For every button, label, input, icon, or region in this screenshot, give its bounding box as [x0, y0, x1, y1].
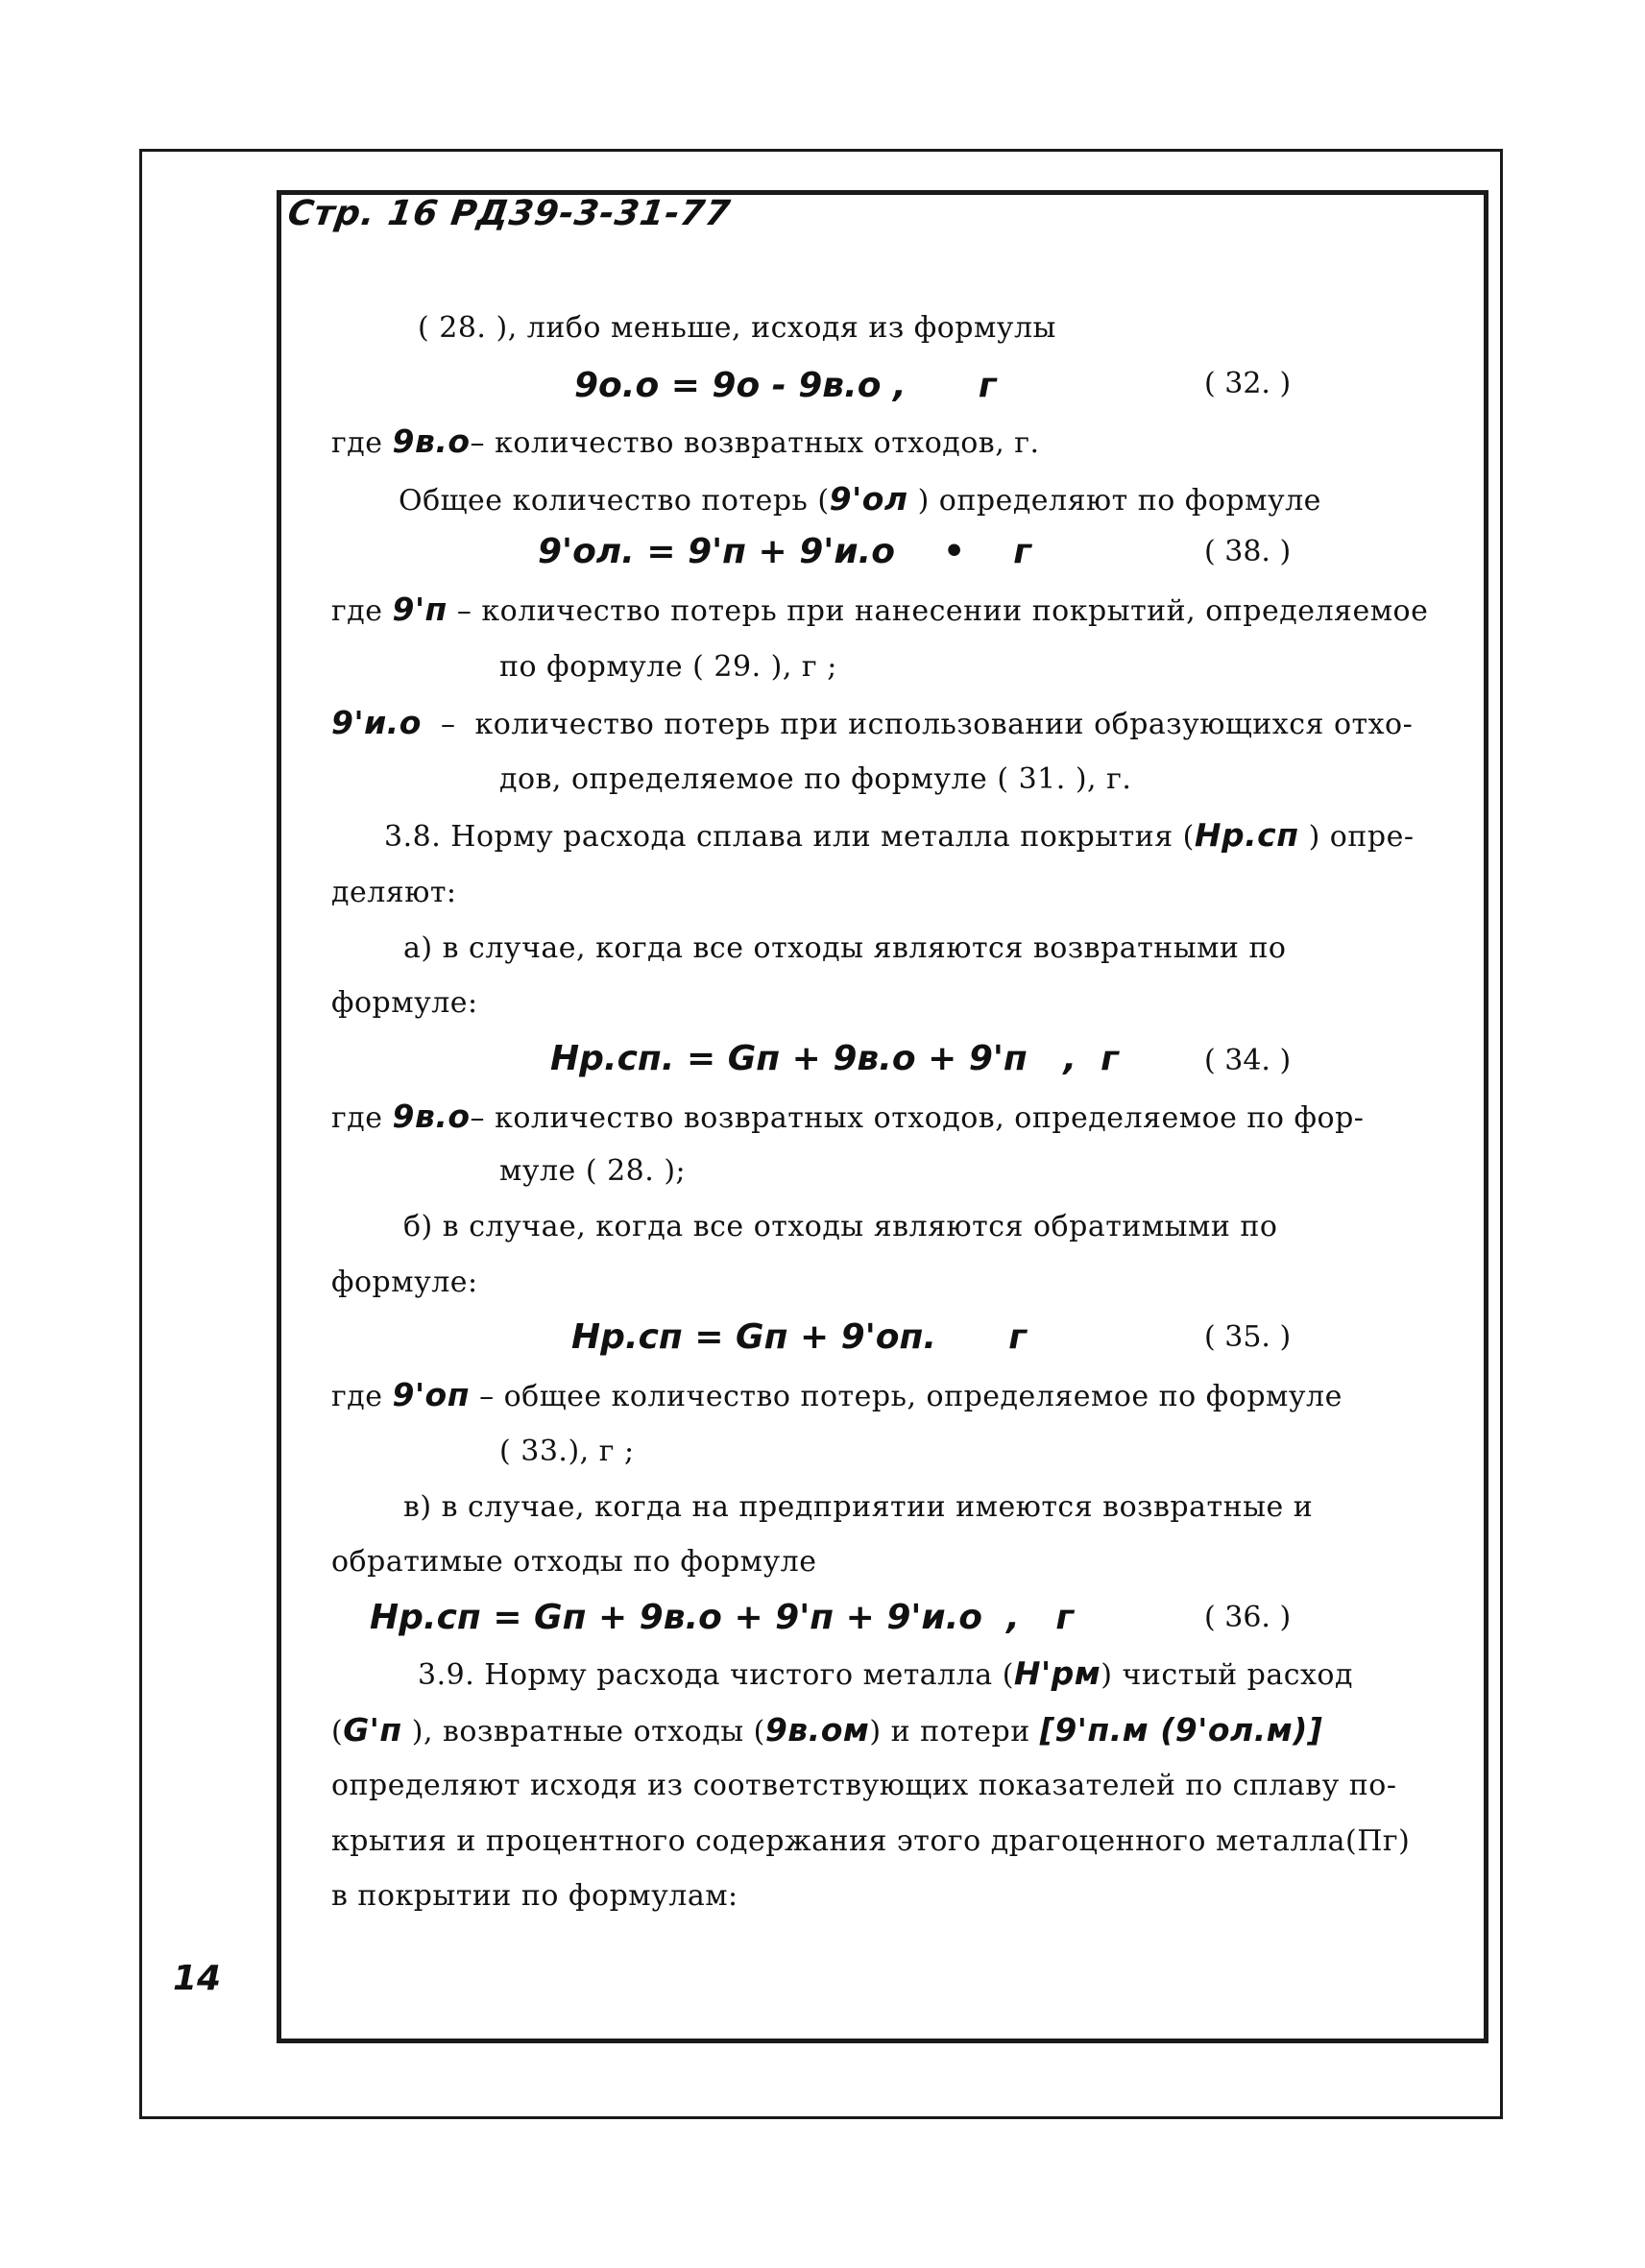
symbol-inline: 9'и.о — [331, 704, 422, 741]
equation-number: ( 36. ) — [1204, 1601, 1292, 1634]
text-line: Общее количество потерь (9'ол ) определяют по формуле — [399, 480, 1321, 518]
text-line: где 9'оп – общее количество потерь, определяемое по формуле — [331, 1376, 1343, 1413]
equation-number: ( 34. ) — [1204, 1044, 1292, 1077]
symbol-inline: 9'оп — [392, 1376, 471, 1413]
text-line: ( 28. ), либо меньше, исходя из формулы — [418, 311, 1056, 345]
text-line: по формуле ( 29. ), г ; — [499, 650, 837, 684]
formula-32: 9o.o = 9o - 9в.o , г — [574, 366, 997, 405]
text-line: 9'и.о – количество потерь при использовании образующихся отхо- — [331, 704, 1414, 741]
symbol-inline: G'п — [343, 1711, 402, 1749]
case-b: б) в случае, когда все отходы являются обратимыми по — [403, 1210, 1278, 1243]
text-line: деляют: — [331, 876, 457, 909]
text-line: крытия и процентного содержания этого драгоценного металла(Пг) — [331, 1824, 1411, 1858]
formula-38: 9'ол. = 9'п + 9'и.о • г — [538, 532, 1032, 571]
symbol-inline: 9'п — [392, 591, 448, 628]
case-v: в) в случае, когда на предприятии имеются возвратные и — [403, 1490, 1314, 1524]
symbol-inline: 9в.о — [392, 1098, 471, 1135]
page-number-mark: 14 — [173, 1959, 222, 1998]
equation-number: ( 38. ) — [1204, 535, 1292, 568]
text-line: муле ( 28. ); — [499, 1154, 687, 1188]
symbol-inline: 9'ол — [829, 480, 908, 518]
text-line: формуле: — [331, 986, 478, 1020]
formula-35: Нр.сп = Gп + 9'оп. г — [571, 1317, 1028, 1357]
equation-number: ( 32. ) — [1204, 367, 1292, 400]
symbol-inline: Нр.сп — [1194, 816, 1299, 854]
section-3-9: 3.9. Норму расхода чистого металла (Н'рм) чистый расход — [418, 1654, 1353, 1692]
text-line: где 9в.о– количество возвратных отходов, определяемое по фор- — [331, 1098, 1365, 1135]
text-line: дов, определяемое по формуле ( 31. ), г. — [499, 762, 1132, 796]
formula-34: Нр.сп. = Gп + 9в.о + 9'п , г — [550, 1039, 1119, 1078]
text-line: формуле: — [331, 1266, 478, 1299]
symbol-inline: Н'рм — [1013, 1654, 1101, 1692]
text-line: где 9в.o– количество возвратных отходов, г. — [331, 422, 1040, 460]
text-line: в покрытии по формулам: — [331, 1879, 738, 1913]
page-header-stamp: Стр. 16 РД39-3-31-77 — [285, 194, 734, 233]
text-line: где 9'п – количество потерь при нанесении покрытий, определяемое — [331, 591, 1429, 628]
text-line: определяют исходя из соответствующих показателей по сплаву по- — [331, 1769, 1397, 1802]
equation-number: ( 35. ) — [1204, 1320, 1292, 1354]
symbol-inline: [9'п.м (9'ол.м)] — [1039, 1711, 1323, 1749]
section-3-8: 3.8. Норму расхода сплава или металла покрытия (Нр.сп ) опре- — [384, 816, 1415, 854]
text-line: обратимые отходы по формуле — [331, 1545, 817, 1579]
symbol-inline: 9в.o — [392, 422, 471, 460]
text-line: ( 33.), г ; — [499, 1435, 635, 1468]
case-a: а) в случае, когда все отходы являются возвратными по — [403, 931, 1287, 965]
symbol-inline: 9в.ом — [764, 1711, 870, 1749]
text-line: (G'п ), возвратные отходы (9в.ом) и потери [9'п.м (9'ол.м)] — [331, 1711, 1323, 1749]
formula-36: Нр.сп = Gп + 9в.о + 9'п + 9'и.о , г — [370, 1598, 1075, 1637]
